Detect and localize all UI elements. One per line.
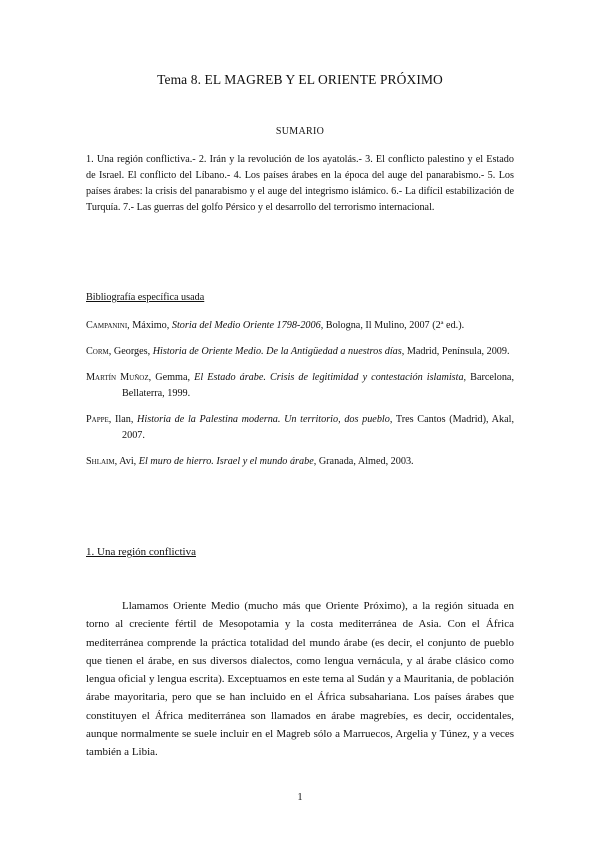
bib-author-surname: Pappe [86, 414, 109, 425]
bib-title: El Estado árabe. Crisis de legitimidad y contestación islamista [194, 372, 464, 383]
bib-title: Historia de la Palestina moderna. Un territorio, dos pueblo [137, 414, 390, 425]
bib-author-rest: , Ilan, [108, 414, 138, 425]
document-title: Tema 8. EL MAGREB Y EL ORIENTE PRÓXIMO [157, 72, 443, 87]
bib-author-surname: Corm [86, 346, 109, 357]
bib-author-surname: Shlaim [86, 456, 115, 467]
body-paragraph: Llamamos Oriente Medio (mucho más que Oriente Próximo), a la región situada en torno al creciente fértil de Mesopotamia y la costa mediterránea de Asia. Con el África mediterránea comprende la práctica totalidad del mundo árabe (es decir, el conjunto de pueblo que tienen el árabe, en sus diversos dialectos, como lengua vernácula, y al árabe clásico como lengua oficial y lengua escrita). Exceptuamos en este tema al Sudán y a Mauritania, de población árabe mayoritaria, pero que se han incluido en el África subsahariana. Los países árabes que constituyen el África mediterránea son llamados en árabe magrebíes, es decir, occidentales, aunque normalmente se suele incluir en el Magreb sólo a Marruecos, Argelia y Túnez, y a veces también a Libia. [86, 600, 514, 759]
bib-details: , Granada, Almed, 2003. [313, 456, 414, 467]
bibliography-entry [86, 454, 514, 470]
page-number: 1 [297, 792, 303, 803]
bib-title: Historia de Oriente Medio. De la Antigüedad a nuestros días [152, 346, 402, 357]
bib-title: Storia del Medio Oriente 1798-2006 [171, 320, 321, 331]
bib-details: , Tres Cantos (Madrid), Akal, 2007. [122, 414, 514, 441]
bibliography-entry [86, 318, 514, 334]
bib-author-rest: , Avi, [114, 456, 139, 467]
bib-title: El muro de hierro. Israel y el mundo árabe [138, 456, 314, 467]
section-heading: 1. Una región conflictiva [86, 546, 196, 558]
bib-author-surname: Campanini [86, 320, 128, 331]
bibliography-entry [86, 370, 514, 402]
bib-author-surname: Martín Muñoz [86, 372, 149, 383]
sumario-heading: SUMARIO [275, 126, 325, 137]
bib-details: , Barcelona, Bellaterra, 1999. [122, 372, 515, 399]
bib-author-rest: , Georges, [108, 346, 153, 357]
bibliography-entry [86, 412, 514, 444]
bibliography-entry [86, 344, 514, 360]
bib-details: , Bologna, Il Mulino, 2007 (2ª ed.). [320, 320, 465, 331]
bibliography-list [86, 318, 514, 480]
bib-author-rest: , Gemma, [148, 372, 195, 383]
bibliography-heading: Bibliografía específica usada [86, 292, 205, 303]
bib-author-rest: , Máximo, [127, 320, 172, 331]
sumario-text: 1. Una región conflictiva.- 2. Irán y la revolución de los ayatolás.- 3. El conflicto palestino y el Estado de Israel. El conflicto del Líbano.- 4. Los países árabes en la época del auge del panarabismo.- 5. Los países árabes: la crisis del panarabismo y el auge del integrismo islámico. 6.- La difícil estabilización de Turquía. 7.- Las guerras del golfo Pérsico y el desarrollo del terrorismo internacional. [86, 154, 514, 213]
bib-details: , Madrid, Península, 2009. [401, 346, 510, 357]
